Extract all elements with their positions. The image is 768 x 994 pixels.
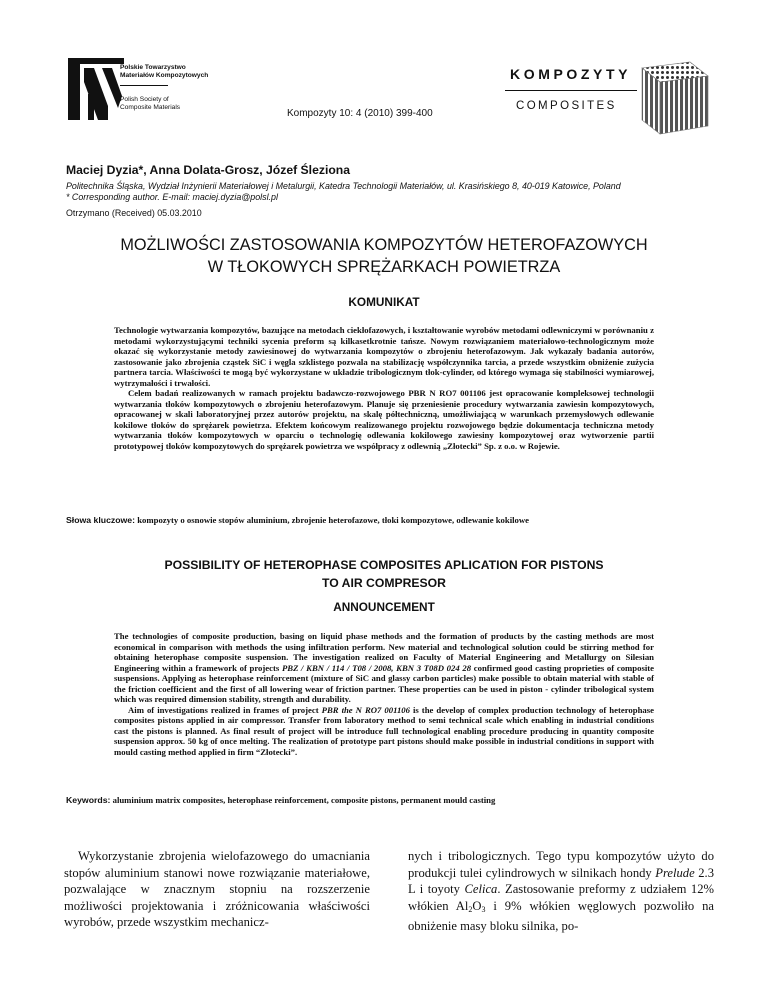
en-abstract-p2-text-a: Aim of investigations realized in frames of project [128, 704, 322, 715]
en-project-numbers: PBZ / KBN / 114 / T08 / 2008, KBN 3 T08D 024 28 [281, 662, 472, 673]
body-right-text-a: nych i tribologicznych. Tego typu kompozytów użyto do produkcji tulei cylindrowych w silnikach hondy [408, 849, 714, 880]
journal-subtitle: COMPOSITES [516, 100, 617, 112]
affiliation [66, 181, 621, 203]
en-abstract-p1-text-b: confirmed good casting proprieties of composite suspensions. Applying as heterophase reinforcement (mixture of SiC and glassy carbon particles) make possible to obtain material with stable of the friction coefficient and the first of all lowering wear of friction partner. These properties can be used in piston - cylinder tribological system which was required dimension stability, strength and durability. [114, 662, 654, 705]
en-title-line1: POSSIBILITY OF HETEROPHASE COMPOSITES APLICATION FOR PISTONS [164, 558, 604, 572]
pl-abstract [114, 325, 654, 452]
pl-abstract-paragraph-1: Technologie wytwarzania kompozytów, bazujące na metodach ciekłofazowych, i kształtowanie wyrobów metodami odlewniczymi w porównaniu z metodami wykorzystującymi techniki sycenia preform są kilkasetkrotnie tańsze. Nowym rozwiązaniem materiałowo-technologicznym może okazać się wykorzystanie metody zawiesinowej do wytwarzania kompozytów o zbrojeniu heterofazowym. Jak wykazały badania autorów, zastosowanie jako zbrojenia cząstek SiC i węgla szklistego pozwala na stabilizację współczynnika tarcia, a przede wszystkim obniżenie zużycia partnera tarcia. Właściwości te mogą być wykorzystane w układzie tribologicznym tłok-cylinder, od którego wymaga się stabilności wymiarowej, wytrzymałości i trwałości. [114, 325, 654, 388]
affiliation-address: Politechnika Śląska, Wydział Inżynierii Materiałowej i Metalurgii, Katedra Technologii Materiałów, ul. Krasińskiego 8, 40-019 Katowice, Poland [66, 181, 621, 191]
author-list: Maciej Dyzia*, Anna Dolata-Grosz, Józef Śleziona [66, 163, 350, 177]
subscript-2: 2 [468, 904, 473, 914]
society-divider [120, 85, 168, 86]
journal-title: KOMPOZYTY [510, 66, 632, 82]
society-name-pl [120, 64, 208, 80]
society-en-line1: Polish Society of [120, 96, 169, 103]
en-abstract [114, 631, 654, 758]
body-right-oxygen: O [472, 898, 482, 913]
received-date: Otrzymano (Received) 05.03.2010 [66, 208, 202, 218]
car-model-celica: Celica [464, 882, 498, 896]
body-left-column: Wykorzystanie zbrojenia wielofazowego do umacniania stopów aluminium stanowi nowe rozwiązanie materiałowe, pozwalające w znacznym stopniu na rozszerzenie możliwości projektowania i zróżnicowania właściwości wyrobów, przede wszystkim mechanicz- [64, 849, 370, 929]
journal-title-rule [505, 90, 637, 91]
body-right-text-d: i 9% włókien węglowych pozwoliło na obniżenie masy bloku silnika, po- [408, 898, 715, 933]
pl-title-line1: MOŻLIWOŚCI ZASTOSOWANIA KOMPOZYTÓW HETEROFAZOWYCH [120, 236, 648, 254]
en-abstract-paragraph-1 [114, 631, 654, 705]
pl-title-line2: W TŁOKOWYCH SPRĘŻARKACH POWIETRZA [207, 258, 561, 276]
en-title-line2: TO AIR COMPRESOR [322, 576, 446, 590]
ptmk-logo [68, 58, 124, 120]
en-project-number: PBR the N RO7 001106 [321, 704, 410, 715]
body-right-text-b: 2.3 L i toyoty [408, 865, 715, 896]
pl-keywords-label: Słowa kluczowe: [66, 515, 136, 525]
body-right-column [408, 848, 714, 935]
corresponding-author: * Corresponding author. E-mail: maciej.dyzia@polsl.pl [66, 192, 278, 202]
society-pl-line1: Polskie Towarzystwo [120, 64, 186, 71]
en-keywords-label: Keywords: [66, 795, 111, 805]
society-name-en [120, 96, 180, 112]
en-keywords-text: aluminium matrix composites, heterophase reinforcement, composite pistons, permanent mould casting [112, 795, 496, 805]
journal-citation: Kompozyty 10: 4 (2010) 399-400 [287, 108, 433, 119]
en-abstract-paragraph-2 [114, 705, 654, 758]
subscript-3: 3 [481, 904, 486, 914]
pl-keywords-text: kompozyty o osnowie stopów aluminium, zbrojenie heterofazowe, tłoki kompozytowe, odlewanie kokilowe [137, 515, 530, 525]
society-en-line2: Composite Materials [120, 104, 181, 111]
body-right-text-c: . Zastosowanie preformy z udziałem 12% włókien Al [408, 882, 715, 913]
en-keywords [66, 795, 716, 806]
pl-keywords [66, 515, 716, 526]
en-abstract-p1-text-a: The technologies of composite production, basing on liquid phase methods and the formation of products by the casting methods are most economical in comparison with methods the using infiltration perform. New material and technological solution could be stirring method for obtaining heterophase composite suspension. The investigation realized on Faculty of Material Engineering and Metallurgy on Silesian Engineering within a framework of projects [114, 631, 654, 673]
pl-article-type: KOMUNIKAT [348, 295, 420, 309]
society-pl-line2: Materiałów Kompozytowych [120, 72, 209, 79]
en-article-type: ANNOUNCEMENT [333, 600, 435, 614]
pl-abstract-paragraph-2: Celem badań realizowanych w ramach projektu badawczo-rozwojowego PBR N RO7 001106 jest opracowanie kompleksowej technologii wytwarzania tłoków kompozytowych o zbrojeniu heterofazowym. Planuje się przeniesienie procedury wytwarzania zawiesin kompozytowych, opracowanej w skali laboratoryjnej przez autorów projektu, na skalę półtechniczną, umożliwiającą w warunkach przemysłowych odlewanie kokilowe tłoków do sprężarek powietrza. Efektem końcowym realizowanego projektu rozwojowego będzie dokumentacja techniczna metody wytwarzania tłoków kompozytowych w oparciu o technologię odlewania kokilowego zawiesiny kompozytowej oraz wytworzenie partii prototypowej tłoków kompozytowych do sprężarek powietrza we współpracy z odlewnią „Złotecki” Sp. z o.o. w Rojewie. [114, 388, 654, 452]
car-model-prelude: Prelude [655, 865, 695, 880]
composite-cube-icon [620, 60, 710, 136]
en-abstract-p2-text-b: is the develop of complex production technology of heterophase composites pistons applied in air compressor. Transfer from laboratory method to semi technical scale which enabling in industrial conditions cast the pistons is planned. As final result of project will be introduce full technological enabling procedure producing in quantity composite suspension approx. 50 kg of once melting. The realization of prototype part pistons should make possible in industrial conditions in support with mould casting method applied in firm “Złotecki”. [114, 704, 654, 758]
